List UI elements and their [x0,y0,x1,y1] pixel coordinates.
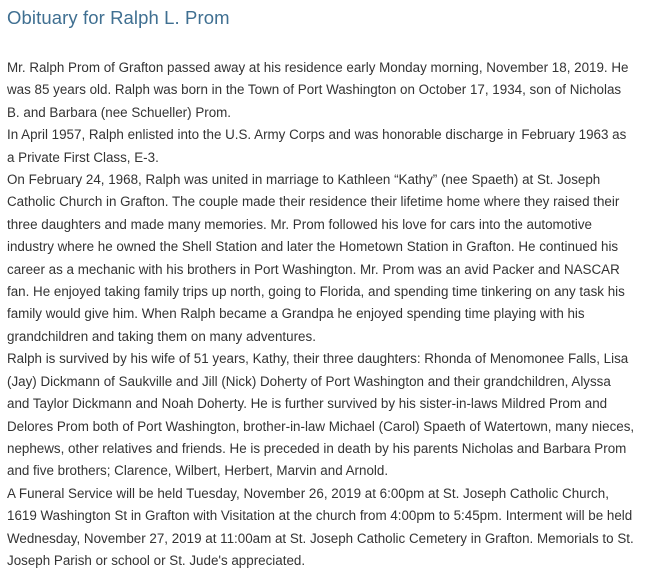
paragraph-services: A Funeral Service will be held Tuesday, November 26, 2019 at 6:00pm at St. Joseph Catholic Church, 1619 Washington St in Grafton with Visitation at the church from 4:00pm to 5:45pm. Interment will be held Wednesday, November 27, 2019 at 11:00am at St. Joseph Catholic Cemetery in Grafton. Memorials to St. Joseph Parish or school or St. Jude's appreciated. [7,485,634,568]
paragraph-military: In April 1957, Ralph enlisted into the U.S. Army Corps and was honorable discharge in February 1963 as a Private First Class, E-3. [7,127,627,165]
paragraph-marriage-life: On February 24, 1968, Ralph was united in marriage to Kathleen “Kathy” (nee Spaeth) at St. Joseph Catholic Church in Grafton. The couple made their residence their lifetime home where they raised their three daughters and made many memories. Mr. Prom followed his love for cars into the automotive industry where he owned the Shell Station and later the Hometown Station in Grafton. He continued his career as a mechanic with his brothers in Port Washington. Mr. Prom was an avid Packer and NASCAR fan. He enjoyed taking family trips up north, going to Florida, and spending time tinkering on any task his family would give him. When Ralph became a Grandpa he enjoyed spending time playing with his grandchildren and taking them on many adventures. [7,172,625,344]
obituary-body [7,57,635,572]
paragraph-death-birth: Mr. Ralph Prom of Grafton passed away at his residence early Monday morning, November 18, 2019. He was 85 years old. Ralph was born in the Town of Port Washington on October 17, 1934, son of Nicholas B. and Barbara (nee Schueller) Prom. [7,60,629,120]
paragraph-survivors: Ralph is survived by his wife of 51 years, Kathy, their three daughters: Rhonda of Menomonee Falls, Lisa (Jay) Dickmann of Saukville and Jill (Nick) Doherty of Port Washington and their grandchildren, Alyssa and Taylor Dickmann and Noah Doherty. He is further survived by his sister-in-laws Mildred Prom and Delores Prom both of Port Washington, brother-in-law Michael (Carol) Spaeth of Watertown, many nieces, nephews, other relatives and friends. He is preceded in death by his parents Nicholas and Barbara Prom and five brothers; Clarence, Wilbert, Herbert, Marvin and Arnold. [7,351,635,479]
page-title: Obituary for Ralph L. Prom [7,7,230,28]
